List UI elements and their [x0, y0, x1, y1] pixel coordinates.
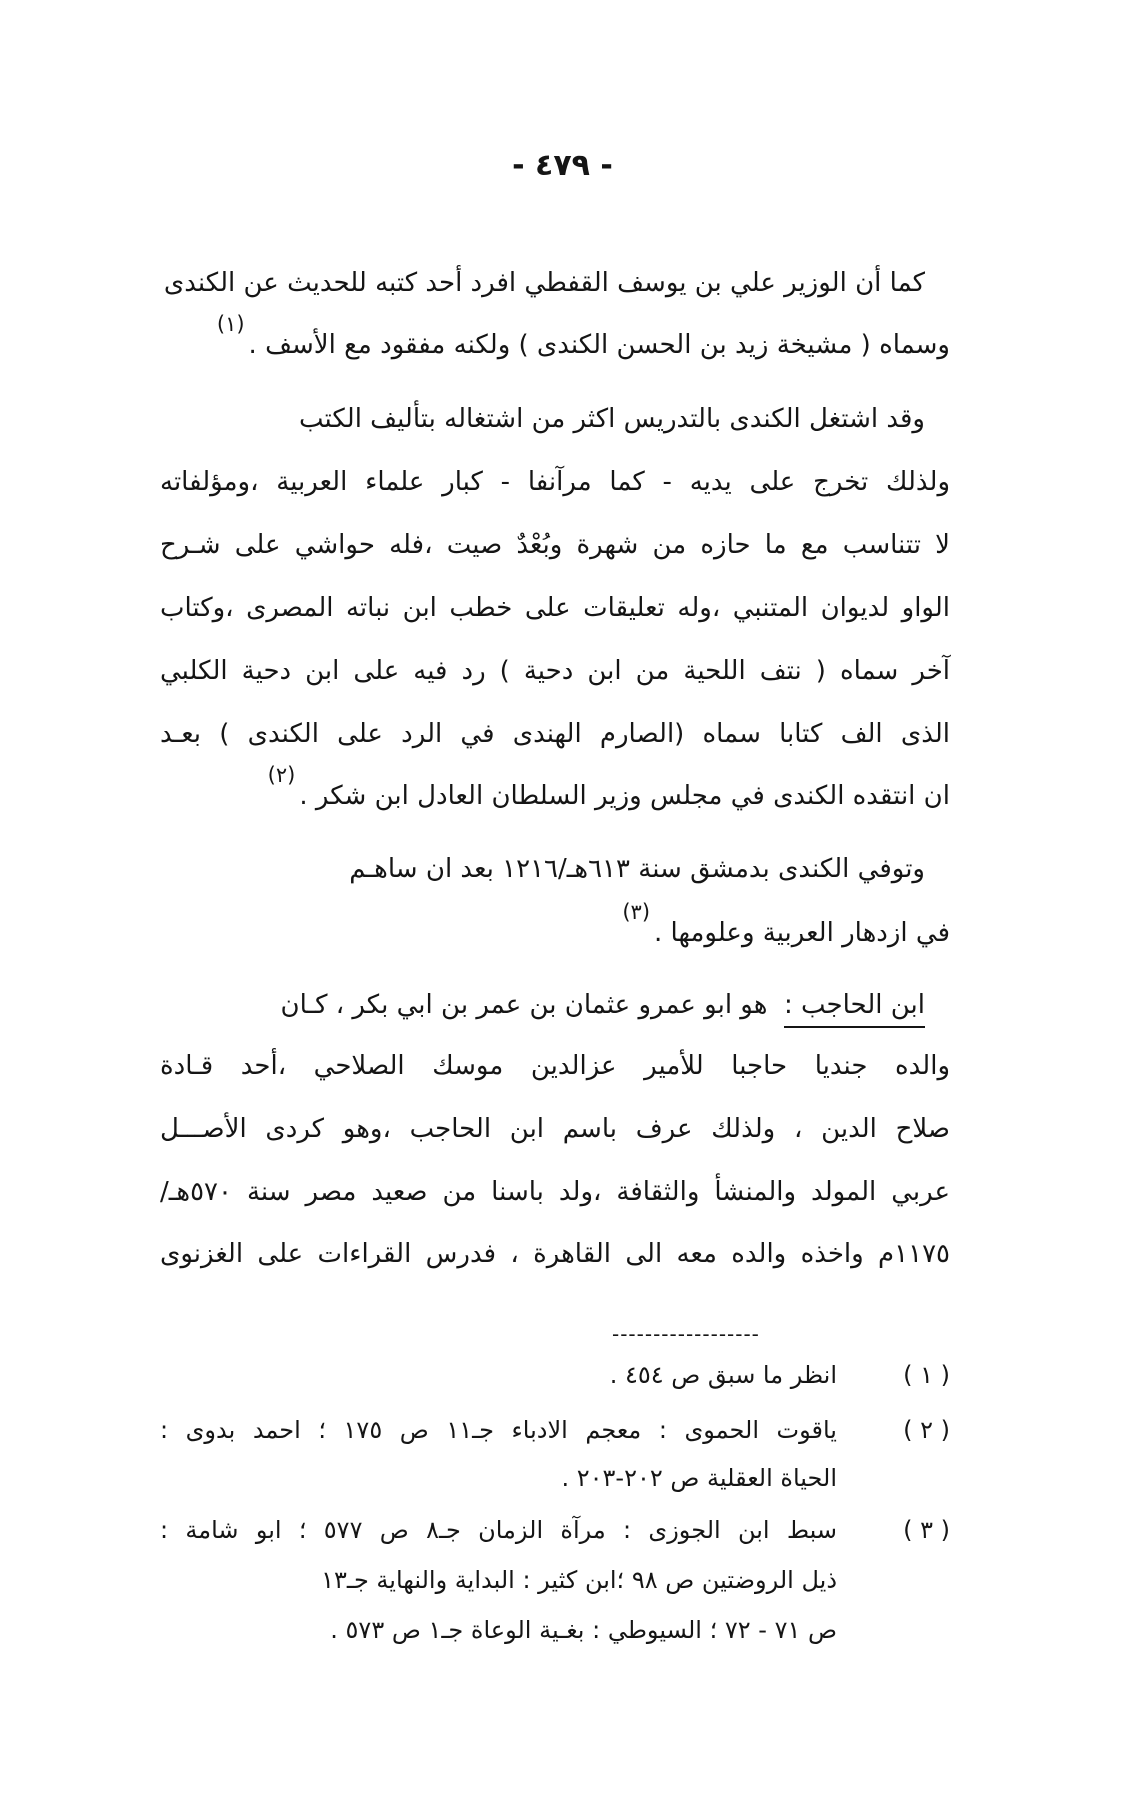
- footnote-1-line-1: انظر ما سبق ص ٤٥٤ .: [609, 1361, 837, 1389]
- footnote-ref-1: (١): [216, 312, 245, 336]
- paragraph-3-line-2: [160, 900, 950, 952]
- footnote-3-line-2: ذيل الروضتين ص ٩٨ ؛ابن كثير : البداية والنهاية جـ١٣: [321, 1566, 837, 1594]
- paragraph-4-line-5: ١١٧٥م واخذه والده معه الى القاهرة ، فدرس القراءات على الغزنوى: [160, 1239, 950, 1269]
- footnote-1-number: ( ١ ): [903, 1361, 950, 1389]
- footnote-3-number: ( ٣ ): [903, 1516, 950, 1544]
- paragraph-1-line-2: [160, 312, 950, 364]
- paragraph-2-line-2: ولذلك تخرج على يديه - كما مرآنفا - كبار علماء العربية ،ومؤلفاته: [160, 467, 950, 497]
- paragraph-2-line-4: الواو لديوان المتنبي ،وله تعليقات على خطب ابن نباته المصرى ،وكتاب: [160, 593, 950, 623]
- paragraph-4-line-2: والده جنديا حاجبا للأمير عزالدين موسك الصلاحي ،أحد قـادة: [160, 1051, 950, 1081]
- paragraph-4-line-1-text: هو ابو عمرو عثمان بن عمر بن ابي بكر ، كـان: [280, 990, 768, 1020]
- paragraph-2-line-7: [160, 763, 950, 815]
- footnote-ref-3: (٣): [622, 900, 651, 924]
- paragraph-2-line-5: آخر سماه ( نتف اللحية من ابن دحية ) رد فيه على ابن دحية الكلبي: [160, 656, 950, 686]
- page-number: - ٤٧٩ -: [512, 148, 613, 183]
- footnote-separator: ------------------: [612, 1322, 760, 1346]
- paragraph-4-line-3: صلاح الدين ، ولذلك عرف باسم ابن الحاجب ،وهو كردى الأصـــل: [160, 1114, 950, 1144]
- paragraph-3-line-2-text: في ازدهار العربية وعلومها .: [654, 918, 950, 948]
- paragraph-3-line-1: وتوفي الكندى بدمشق سنة ٦١٣هـ/١٢١٦ بعد ان ساهـم: [349, 854, 925, 884]
- footnote-2-line-1: ياقوت الحموى : معجم الادباء جـ١١ ص ١٧٥ ؛ احمد بدوى :: [160, 1416, 837, 1444]
- footnote-ref-2: (٢): [267, 763, 296, 787]
- paragraph-2-line-7-text: ان انتقده الكندى في مجلس وزير السلطان العادل ابن شكر .: [299, 781, 950, 811]
- footnote-3-line-1: سبط ابن الجوزى : مرآة الزمان جـ٨ ص ٥٧٧ ؛ ابو شامة :: [160, 1516, 838, 1544]
- paragraph-2-line-1: وقد اشتغل الكندى بالتدريس اكثر من اشتغاله بتأليف الكتب: [299, 404, 925, 434]
- footnote-3-line-3: ص ٧١ - ٧٢ ؛ السيوطي : بغـية الوعاة جـ١ ص ٥٧٣ .: [330, 1616, 837, 1644]
- paragraph-4-line-1: [160, 987, 925, 1023]
- paragraph-2-line-3: لا تتناسب مع ما حازه من شهرة وبُعْدٌ صيت ،فله حواشي على شـرح: [160, 530, 950, 560]
- paragraph-1-line-2-text: وسماه ( مشيخة زيد بن الحسن الكندى ) ولكنه مفقود مع الأسف .: [248, 330, 950, 360]
- footnote-2-line-2: الحياة العقلية ص ٢٠٢-٢٠٣ .: [561, 1464, 837, 1492]
- paragraph-1-line-1: كما أن الوزير علي بن يوسف القفطي افرد أحد كتبه للحديث عن الكندى: [163, 268, 925, 298]
- section-heading: ابن الحاجب :: [784, 990, 925, 1028]
- footnote-2-number: ( ٢ ): [903, 1416, 950, 1444]
- paragraph-4-line-4: عربي المولد والمنشأ والثقافة ،ولد باسنا من صعيد مصر سنة ٥٧٠هـ/: [160, 1177, 950, 1207]
- paragraph-2-line-6: الذى الف كتابا سماه (الصارم الهندى في الرد على الكندى ) بعـد: [160, 719, 950, 749]
